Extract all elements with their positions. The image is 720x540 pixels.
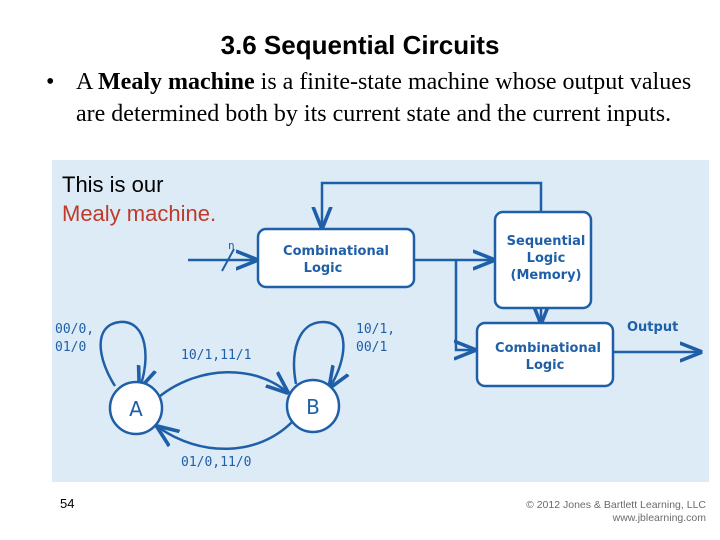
- bullet-prefix: A: [76, 69, 99, 95]
- seq-logic-line2: Logic: [526, 251, 566, 266]
- comb-logic-1-line2: Logic: [303, 261, 343, 276]
- comb-logic-2-line2: Logic: [525, 358, 565, 373]
- output-label: Output: [627, 320, 679, 335]
- branch-wire: [456, 260, 474, 350]
- state-b-label: B: [306, 395, 320, 419]
- self-loop-b-label-2: 00/1: [356, 340, 388, 355]
- state-a-label: A: [129, 397, 143, 421]
- slide-title: 3.6 Sequential Circuits: [220, 30, 500, 60]
- self-loop-b-label-1: 10/1,: [356, 322, 396, 337]
- bus-width-label: n: [228, 239, 235, 252]
- copyright-line-2: www.jblearning.com: [612, 512, 706, 524]
- transition-a-to-b: [160, 372, 287, 396]
- copyright-notice: [526, 499, 706, 525]
- self-loop-b: [294, 322, 343, 387]
- comb-logic-1-line1: Combinational: [283, 244, 389, 259]
- comb-logic-2-line1: Combinational: [495, 341, 601, 356]
- note-prefix: This is our: [62, 172, 164, 197]
- transition-a-to-b-label: 10/1,11/1: [181, 348, 252, 363]
- bullet-bold-term: Mealy machine: [98, 69, 255, 95]
- bullet-rest: is a finite-state machine whose output values are determined both by its current state and the current inputs.: [76, 69, 692, 127]
- bullet-marker: •: [46, 69, 55, 95]
- self-loop-a-label-2: 01/0: [55, 340, 87, 355]
- seq-logic-line1: Sequential: [506, 234, 586, 249]
- copyright-line-1: © 2012 Jones & Bartlett Learning, LLC: [526, 499, 706, 511]
- page-number: 54: [60, 496, 75, 511]
- transition-b-to-a-label: 01/0,11/0: [181, 455, 252, 470]
- seq-logic-line3: (Memory): [510, 268, 582, 283]
- note-highlight: Mealy machine.: [62, 201, 217, 226]
- self-loop-a: [101, 322, 146, 387]
- self-loop-a-label-1: 00/0,: [55, 322, 95, 337]
- transition-b-to-a: [158, 421, 293, 449]
